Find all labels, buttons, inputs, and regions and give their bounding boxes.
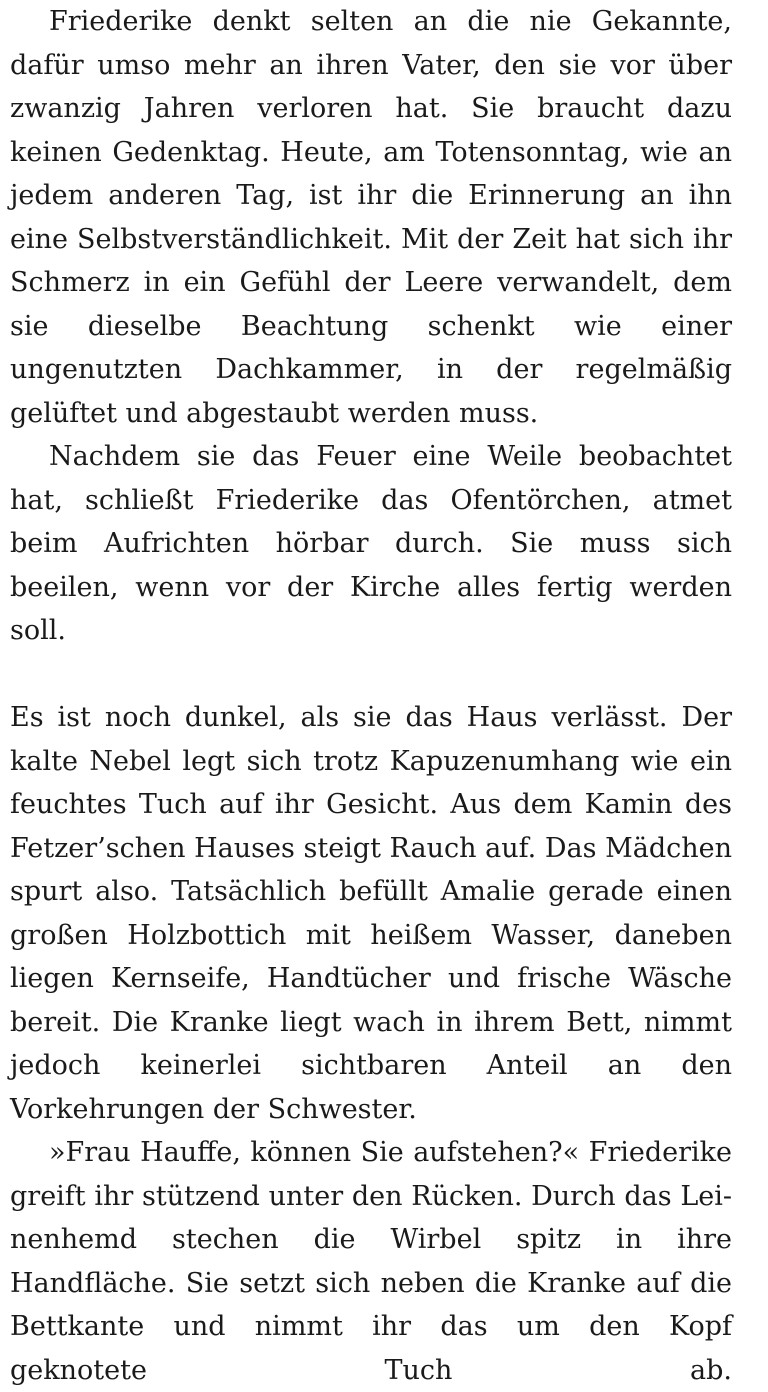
book-page (10, 0, 732, 1392)
paragraph-stove: Nachdem sie das Feuer eine Weile beobachtet hat, schließt Friederike das Ofentörchen, atmet beim Aufrichten hörbar durch. Sie muss sich beeilen, wenn vor der Kirche alles fertig werden soll. (10, 441, 732, 646)
paragraph-frau-hauffe: »Frau Hauffe, können Sie aufstehen?« Friederike greift ihr stützend unter den Rücken. Durch das Leinenhemd stechen die Wirbel spitz in ihre Handfläche. Sie setzt sich neben die Kranke auf die Bettkante und nimmt ihr das um den Kopf geknotete Tuch ab. (10, 1137, 732, 1386)
paragraph-father-memory: Friederike denkt selten an die nie Gekannte, dafür umso mehr an ihren Vater, den sie vor über zwanzig Jahren verloren hat. Sie braucht dazu keinen Gedenktag. Heute, am Totensonntag, wie an jedem anderen Tag, ist ihr die Erinnerung an ihn eine Selbstverständlichkeit. Mit der Zeit hat sich ihr Schmerz in ein Gefühl der Leere verwandelt, dem sie dieselbe Beachtung schenkt wie einer ungenutzten Dachkammer, in der regelmäßig gelüftet und abgestaubt werden muss. (10, 6, 732, 429)
paragraph-leaving-house: Es ist noch dunkel, als sie das Haus verlässt. Der kalte Nebel legt sich trotz Kapuzenumhang wie ein feuchtes Tuch auf ihr Gesicht. Aus dem Kamin des Fetzer’schen Hauses steigt Rauch auf. Das Mädchen spurt also. Tatsächlich befüllt Amalie gerade einen großen Holzbottich mit heißem Wasser, daneben liegen Kernseife, Handtücher und frische Wäsche bereit. Die Kranke liegt wach in ihrem Bett, nimmt jedoch keinerlei sichtbaren Anteil an den Vorkehrungen der Schwester. (10, 702, 732, 1125)
